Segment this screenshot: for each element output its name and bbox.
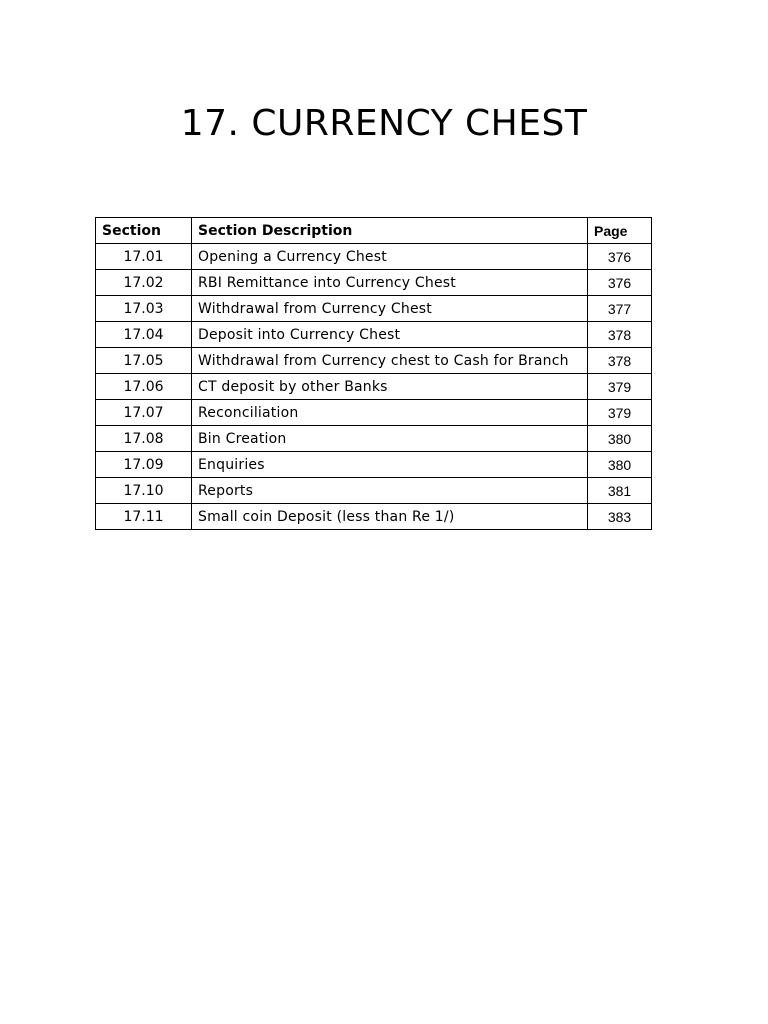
section-number: 17.07 — [96, 400, 192, 426]
table-body — [96, 244, 652, 530]
table-row — [96, 452, 652, 478]
table-row — [96, 244, 652, 270]
table-row — [96, 348, 652, 374]
section-description: Opening a Currency Chest — [192, 244, 588, 270]
section-number: 17.08 — [96, 426, 192, 452]
section-number: 17.05 — [96, 348, 192, 374]
section-description: CT deposit by other Banks — [192, 374, 588, 400]
section-description: Reconciliation — [192, 400, 588, 426]
section-number: 17.02 — [96, 270, 192, 296]
table-row — [96, 322, 652, 348]
column-header-page: Page — [588, 218, 652, 244]
table-row — [96, 504, 652, 530]
contents-table — [95, 217, 652, 530]
page-number: 378 — [588, 348, 652, 374]
section-number: 17.11 — [96, 504, 192, 530]
column-header-description: Section Description — [192, 218, 588, 244]
page-number: 379 — [588, 400, 652, 426]
section-description: RBI Remittance into Currency Chest — [192, 270, 588, 296]
page-number: 378 — [588, 322, 652, 348]
section-description: Withdrawal from Currency Chest — [192, 296, 588, 322]
page-number: 381 — [588, 478, 652, 504]
page-title: 17. CURRENCY CHEST — [180, 103, 588, 144]
page-number: 380 — [588, 452, 652, 478]
table-row — [96, 374, 652, 400]
section-number: 17.03 — [96, 296, 192, 322]
page-number: 376 — [588, 244, 652, 270]
section-description: Reports — [192, 478, 588, 504]
section-description: Withdrawal from Currency chest to Cash for Branch — [192, 348, 588, 374]
table-row — [96, 478, 652, 504]
section-description: Small coin Deposit (less than Re 1/) — [192, 504, 588, 530]
section-description: Deposit into Currency Chest — [192, 322, 588, 348]
table-row — [96, 400, 652, 426]
section-number: 17.10 — [96, 478, 192, 504]
page-number: 379 — [588, 374, 652, 400]
section-number: 17.04 — [96, 322, 192, 348]
page-number: 376 — [588, 270, 652, 296]
page-number: 380 — [588, 426, 652, 452]
section-description: Enquiries — [192, 452, 588, 478]
column-header-section: Section — [96, 218, 192, 244]
section-number: 17.06 — [96, 374, 192, 400]
table-row — [96, 270, 652, 296]
table-row — [96, 296, 652, 322]
section-description: Bin Creation — [192, 426, 588, 452]
page-number: 377 — [588, 296, 652, 322]
table-row — [96, 426, 652, 452]
section-number: 17.01 — [96, 244, 192, 270]
table-header-row — [96, 218, 652, 244]
page-number: 383 — [588, 504, 652, 530]
section-number: 17.09 — [96, 452, 192, 478]
